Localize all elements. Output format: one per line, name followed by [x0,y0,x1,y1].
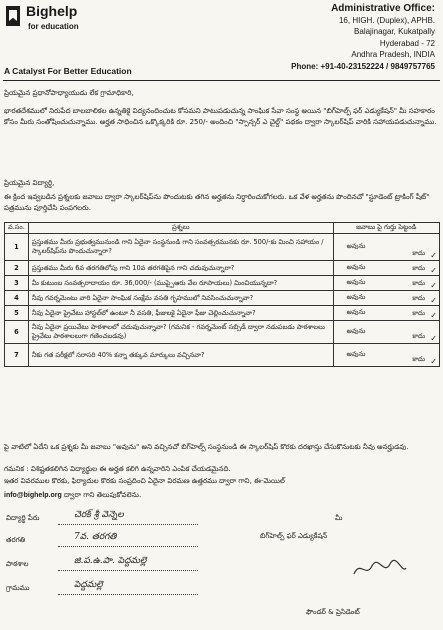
office-title: Administrative Office: [331,3,435,14]
question-text: నీవు ఏదైనా ప్రైవేటు హాస్టల్‌లో ఉంటూ నీ వసతి, ఫీజులకై ఏదైనా ఫీజు చెల్లించుచున్నావా? [28,306,333,321]
yes-option[interactable]: అవును [346,327,366,335]
yes-option[interactable]: అవును [346,278,366,286]
class-value[interactable]: 7వ. తరగతి [74,532,117,542]
yes-option[interactable]: అవును [346,293,366,301]
row-number: 3 [5,276,29,291]
brand-subtitle: for education [28,22,79,31]
intro-paragraph: భారతదేశములో నిరుపేద బాలబాలికల ఉన్నతికై విద్యనందించుట కోసమని పాటుపడుచున్న సాంఘిక సేవా సంస్థ అయిన "బిగ్‌హెల్ప్ ఫర్ ఎడ్యుకేషన్" మీ సహకారం కోసం మీరు సంతోషించుచున్నాము. అర్హత సాధించిన ఒక్కొక్కరికి రూ. 250/- అందించి "స్పాన్సర్ ఎ చైల్డ్" పథకం ద్వారా స్కాలర్‌షిప్ వారికి సహాయపడుచున్నాము. [4,107,437,126]
answer-cell [333,344,439,367]
student-name-value[interactable]: చెరక్ శ్రీ వెన్నెల [74,510,124,520]
no-option[interactable]: కాదు [412,294,425,302]
check-mark-icon: ✓ [430,296,437,305]
check-mark-icon: ✓ [430,334,437,343]
answer-cell [333,261,439,276]
table-row [5,306,440,321]
bighelp-logo-icon [6,6,20,26]
salutation: ప్రియమైన ప్రధానోపాధ్యాయుడు లేక గ్రామాధికారి, [4,89,134,97]
no-option[interactable]: కాదు [412,355,425,363]
table-row [5,321,440,344]
eligibility-table [4,222,440,367]
no-option[interactable]: కాదు [412,279,425,287]
org-signoff: బిగ్‌హెల్ప్ ఫర్ ఎడ్యుకేషన్ [260,532,328,540]
row-number: 7 [5,344,29,367]
address-line: Hyderabad - 72 [379,38,435,48]
answer-cell [333,291,439,306]
check-mark-icon: ✓ [430,281,437,290]
question-text: నీవు ఏదైనా ప్రయివేటు పాఠశాలలో చదువుచున్నావా? (గమనిక - గవర్నమెంట్ సబ్సిడీ ద్వారా నడుపబడు పాఠశాలలు ప్రైవేటు పాఠశాలలుగా గణించబడవు) [28,321,333,344]
selection-note: గమనిక : విశిష్టతకలిగిన విద్యార్థుల ఈ అర్హత కలిగి ఉన్నవారిని ఎంపిక చేయడమైనది. [4,465,231,473]
table-row [5,344,440,367]
answer-cell [333,234,439,261]
address-line: 16, HIGH. (Duplex), APHB. [338,15,435,25]
row-number: 1 [5,234,29,261]
table-row [5,291,440,306]
contact-note: ఇతర వివరముల కొరకు, ఫిర్యాదుల కొరకు సంప్రదించి ఏదైనా విరమణ ఉత్తరము ద్వారా గాని, ఈ-మెయిల్ [4,477,285,485]
village-label: గ్రామము [6,584,30,592]
student-salutation: ప్రియమైన విద్యార్థి, [4,179,55,187]
email-link[interactable]: info@bighelp.org [4,492,62,499]
table-row [5,276,440,291]
school-label: పాఠశాల [6,560,29,568]
question-text: ప్రస్తుతము మీరు 6వ తరగతిలోపు గాని 10వ తరగతిపైన గాని చదువుచున్నారా? [28,261,333,276]
check-mark-icon: ✓ [430,311,437,320]
brand-name: Bighelp [26,3,78,19]
check-mark-icon: ✓ [430,357,437,366]
col-header-questions: ప్రశ్నలు [28,223,333,234]
signatory-title: ఫౌండర్ & ప్రెసిడెంట్ [306,608,360,616]
row-number: 2 [5,261,29,276]
answer-cell [333,321,439,344]
header-divider [3,80,440,81]
yes-option[interactable]: అవును [346,350,366,358]
yes-option[interactable]: అవును [346,263,366,271]
phone-number: Phone: +91-40-23152224 / 9849757765 [291,61,435,71]
no-option[interactable]: కాదు [412,332,425,340]
address-line: Andhra Pradesh, INDIA [351,50,435,59]
answer-cell [333,276,439,291]
office-address [235,3,435,72]
email-tail: ద్వారా గాని తెలుపుకోవలెను. [64,491,142,499]
question-text: మీ కుటుంబ సంవత్సరాదాయం రూ. 36,000/- (ముప్పైఆరు వేల రూపాయలు) మించియున్నదా? [28,276,333,291]
address-line: Balajinagar, Kukatpally [354,27,435,36]
question-text: నీకు గత పరీక్షలో సరాసరి 40% కన్నా తక్కువ మార్కులు వచ్చినవా? [28,344,333,367]
village-line [58,594,198,595]
school-value[interactable]: జి.ప.ఉ.పా. పెద్దమల్లె [74,556,147,566]
tagline: A Catalyst For Better Education [4,66,132,76]
eligibility-note: పై వాటిలో ఏదేని ఒక ప్రశ్నకు మీ జవాబు "అవును" అని వచ్చినచో బిగ్‌హెల్ప్ సంస్థనుండి ఈ స్కాలర్‌షిప్ కొరకు దరఖాస్తు చేసుకొనుటకు నీవు అనర్హుడవు. [4,443,409,451]
student-name-label: విద్యార్థి పేరు [6,514,40,522]
table-row [5,261,440,276]
no-option[interactable]: కాదు [412,264,425,272]
col-header-serial: వ.సం. [5,223,29,234]
table-header-row [5,223,440,234]
row-number: 6 [5,321,29,344]
check-mark-icon: ✓ [430,251,437,260]
col-header-answer: జవాబు పై గుర్తు పెట్టండి [333,223,439,234]
question-text: ప్రస్తుతము మీరు ప్రభుత్వమునుండి గాని ఏదైనా సంస్థనుండి గాని సంవత్సరమునకు రూ. 500/-కు మించి సహాయం / స్కాలర్‌షిప్‌ను పొందుచున్నారా? [28,234,333,261]
yes-option[interactable]: అవును [346,308,366,316]
no-option[interactable]: కాదు [412,309,425,317]
row-number: 5 [5,306,29,321]
email-line [4,490,437,501]
row-number: 4 [5,291,29,306]
village-value[interactable]: పెద్దమల్లె [74,580,103,590]
answer-cell [333,306,439,321]
question-text: నీవు గవర్నమెంటు వారి ఏదైనా సాంఘిక సంక్షేమ వసతి గృహములో నివసించుచున్నావా? [28,291,333,306]
class-label: తరగతి [6,536,26,544]
class-line [58,546,198,547]
student-name-line [58,524,198,525]
signature-icon [350,556,410,582]
check-mark-icon: ✓ [430,266,437,275]
school-line [58,570,198,571]
instruction-paragraph: ఈ క్రింద ఇవ్వబడిన ప్రశ్నలకు జవాబు ద్వారా స్కాలర్‌షిప్‌ను పొందుటకు తగిన అర్హతను నిర్ధారించుకోగలరు. ఒక వేళ అర్హతను పొందినచో "స్టూడెంట్ ట్రాకింగ్ షీట్" పత్రమును పూర్తిచేసి పంపగలరు. [4,193,430,212]
no-option[interactable]: కాదు [412,249,425,257]
closing-line: మీ [335,514,343,522]
yes-option[interactable]: అవును [346,242,366,250]
table-row [5,234,440,261]
